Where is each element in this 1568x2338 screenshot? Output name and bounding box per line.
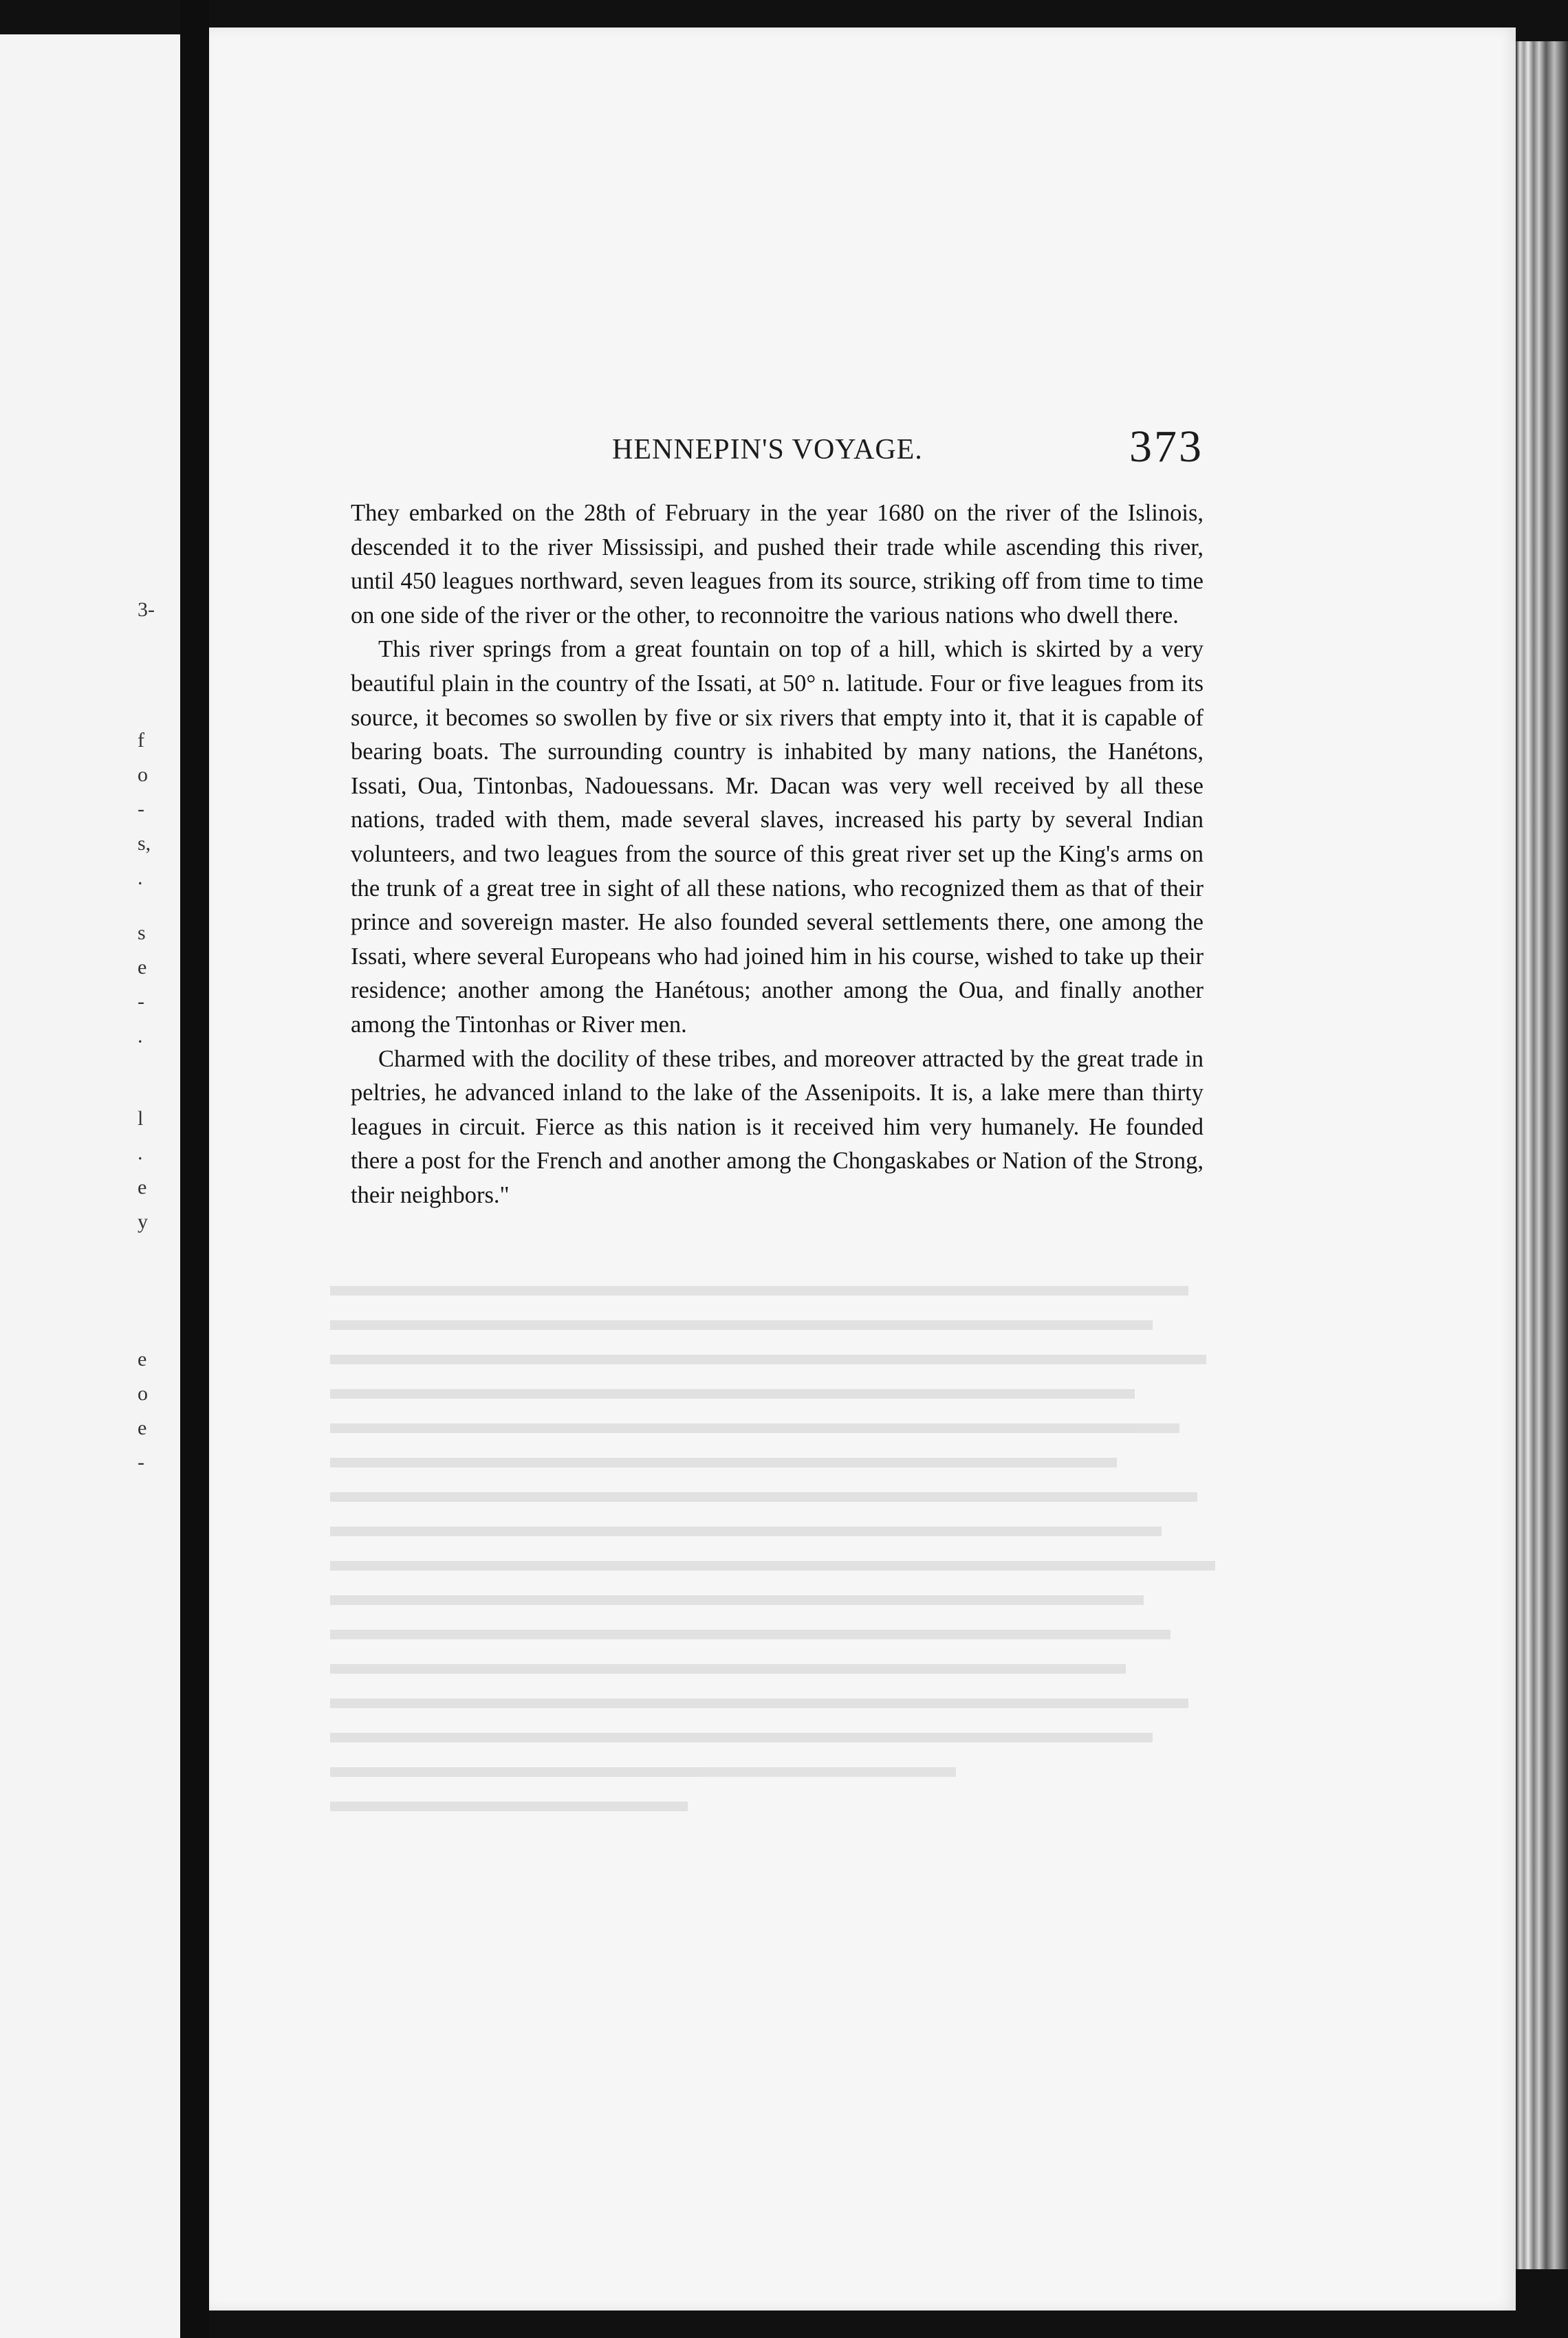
fragment: e xyxy=(138,956,147,979)
left-page-text-fragments xyxy=(138,34,179,2338)
paragraph: This river springs from a great fountain on top of a hill, which is skirted by a very beautiful plain in the country of the Issati, at 50° n. latitude. Four or five leagues from its source, it becomes so swollen by five or six rivers that empty into it, that it is capable of bearing boats. The surrounding country is inhabited by many nations, the Hanétons, Issati, Oua, Tintonbas, Nadouessans. Mr. Dacan was very well received by all these nations, traded with them, made several slaves, increased his party by several Indian volunteers, and two leagues from the source of this great river set up the King's arms on the trunk of a great tree in sight of all these nations, who recognized them as that of their prince and sovereign master. He also founded several settlements there, one among the Issati, where several Europeans who had joined him in his course, wished to take up their residence; another among the Hanétous; another among the Oua, and finally another among the Tintonhas or River men. xyxy=(351,636,1204,1038)
fragment: y xyxy=(138,1210,148,1233)
page-edges xyxy=(1516,41,1568,2269)
fragment: . xyxy=(138,866,143,889)
page-number: 373 xyxy=(1129,422,1204,472)
fragment: o xyxy=(138,763,148,786)
bleed-through-text xyxy=(330,1286,1224,1836)
fragment: f xyxy=(138,729,144,752)
fragment: e xyxy=(138,1417,147,1439)
paragraph: Charmed with the docility of these tribes, and moreover attracted by the great trade in peltries, he advanced inland to the lake of the Assenipoits. It is, a lake mere than thirty leagues in circuit. Fierce as this nation is it received him very humanely. He founded there a post for the French and another among the Chongaskabes or Nation of the Strong, their neighbors." xyxy=(351,1045,1204,1208)
fragment: s, xyxy=(138,832,151,855)
fragment: l xyxy=(138,1107,144,1130)
page-header xyxy=(351,422,1204,481)
fragment: s xyxy=(138,921,146,944)
book-gutter xyxy=(180,0,209,2338)
fragment: - xyxy=(138,990,144,1013)
body-text xyxy=(351,496,1204,1212)
fragment: e xyxy=(138,1176,147,1199)
fragment: e xyxy=(138,1348,147,1370)
fragment: . xyxy=(138,1025,143,1047)
fragment: o xyxy=(138,1382,148,1405)
left-page-margin xyxy=(0,34,180,2338)
running-head: HENNEPIN'S VOYAGE. xyxy=(612,434,923,466)
paragraph: They embarked on the 28th of February in the year 1680 on the river of the Islinois, descended it to the river Mississipi, and pushed their trade while ascending this river, until 450 leagues northward, seven leagues from its source, striking off from time to time on one side of the river or the other, to reconnoitre the various nations who dwell there. xyxy=(351,500,1204,629)
fragment: - xyxy=(138,798,144,820)
fragment: . xyxy=(138,1141,143,1164)
fragment: - xyxy=(138,1451,144,1474)
fragment: 3- xyxy=(138,598,155,621)
